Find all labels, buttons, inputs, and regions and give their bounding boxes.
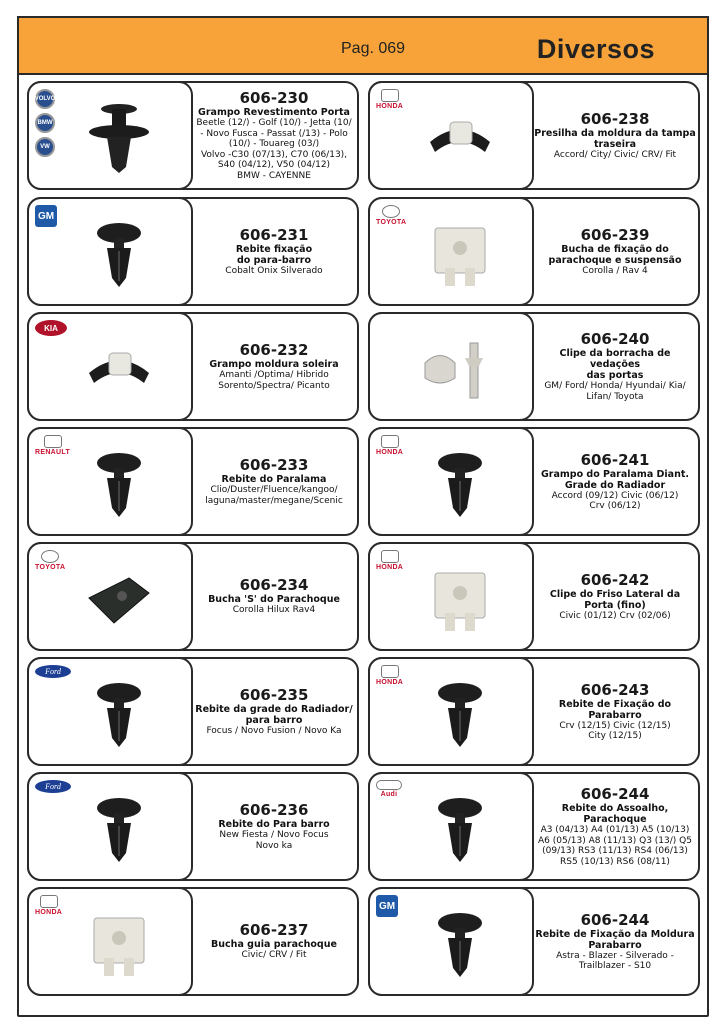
application-line: Amanti /Optima/ Hibrido — [219, 370, 329, 380]
rivet-clip-icon — [415, 788, 505, 868]
product-card — [368, 312, 700, 421]
brand-logos — [35, 89, 55, 157]
bmw-logo: BMW — [35, 113, 55, 133]
product-code: 606-233 — [239, 456, 309, 474]
product-description — [534, 699, 696, 721]
honda-logo — [376, 550, 403, 571]
vehicle-applications — [225, 266, 322, 277]
product-info — [534, 314, 696, 419]
product-description — [198, 107, 350, 118]
product-description — [211, 939, 337, 950]
description-line: Clipe do Friso Lateral da — [549, 588, 681, 600]
part-illustration — [74, 443, 164, 528]
description-line: Clipe da borracha de vedações — [559, 348, 671, 370]
ford-logo: Ford — [35, 665, 71, 678]
product-card — [27, 772, 359, 881]
product-image — [368, 81, 534, 190]
product-image — [368, 197, 534, 306]
brand-logos — [35, 895, 62, 916]
product-image — [368, 427, 534, 536]
product-description — [535, 929, 694, 951]
rivet-clip-icon — [74, 443, 164, 523]
square-clip-icon — [74, 903, 164, 983]
part-illustration — [74, 673, 164, 758]
product-code: 606-234 — [239, 576, 309, 595]
application-line: New Fiesta / Novo Focus — [219, 830, 329, 840]
product-card — [368, 427, 700, 536]
application-line: Civic/ CRV / Fit — [241, 950, 307, 961]
application-line: Focus / Novo Fusion / Novo Ka — [206, 725, 342, 736]
product-description — [534, 128, 696, 150]
page-number: Pag. 069 — [341, 40, 406, 57]
part-illustration — [415, 97, 505, 182]
pushpin-clip-icon — [74, 97, 164, 177]
brand-logos — [376, 780, 402, 798]
vehicle-applications — [559, 721, 670, 742]
toyota-logo — [376, 205, 406, 226]
product-description — [534, 803, 696, 825]
description-line: para barro — [245, 714, 303, 726]
part-illustration — [415, 558, 505, 643]
application-line: Volvo -C30 (07/13), C70 (06/13), — [200, 149, 348, 160]
volvo-logo: VOLVO — [35, 89, 55, 109]
rivet-clip-icon — [415, 903, 505, 983]
product-info — [193, 889, 355, 994]
vehicle-applications — [196, 118, 351, 181]
product-info — [193, 429, 355, 534]
description-line: Rebite do Para barro — [218, 819, 330, 830]
part-illustration — [415, 903, 505, 988]
product-image — [368, 772, 534, 881]
application-line: RS5 (10/13) RS6 (08/11) — [560, 856, 670, 867]
description-line: Rebite da grade do Radiador/ — [195, 703, 353, 715]
brand-name: Audi — [380, 791, 398, 798]
gm-logo: GM — [376, 895, 398, 917]
product-image — [27, 657, 193, 766]
product-code: 606-235 — [239, 685, 309, 704]
product-info — [534, 429, 696, 534]
part-illustration — [415, 673, 505, 758]
product-info — [534, 544, 696, 649]
product-description — [195, 704, 352, 726]
application-line: BMW - CAYENNE — [237, 170, 311, 181]
product-image — [368, 887, 534, 996]
product-card — [368, 887, 700, 996]
product-info — [534, 83, 696, 188]
product-description — [218, 819, 329, 830]
brand-emblem-icon — [382, 205, 400, 218]
brand-emblem-icon — [376, 780, 402, 790]
product-card — [368, 772, 700, 881]
brand-name: TOYOTA — [376, 219, 407, 226]
honda-logo — [35, 895, 62, 916]
brand-logos — [376, 205, 406, 226]
part-illustration — [415, 443, 505, 528]
square-clip-icon — [415, 213, 505, 293]
description-line: parachoque e suspensão — [548, 254, 682, 266]
brand-name: HONDA — [376, 564, 404, 571]
brand-logos — [376, 435, 403, 456]
product-code: 606-232 — [239, 341, 309, 359]
product-image — [27, 887, 193, 996]
product-card — [368, 81, 700, 190]
vehicle-applications — [554, 150, 676, 161]
brand-logos — [35, 320, 67, 336]
product-description — [236, 244, 312, 266]
description-line: Grampo moldura soleira — [209, 359, 339, 370]
brand-logos — [35, 435, 70, 456]
description-line: Parabarro — [588, 939, 642, 951]
product-image — [27, 312, 193, 421]
product-description — [208, 594, 340, 605]
vehicle-applications — [538, 825, 692, 867]
vehicle-applications — [544, 381, 685, 402]
application-line: Sorento/Spectra/ Picanto — [218, 380, 330, 391]
vehicle-applications — [206, 726, 341, 737]
product-info — [534, 774, 696, 879]
square-clip-icon — [415, 558, 505, 638]
molding-clip-icon — [415, 97, 505, 177]
part-illustration — [74, 97, 164, 182]
part-illustration — [74, 328, 164, 413]
brand-logos — [35, 205, 57, 227]
product-info — [193, 544, 355, 649]
brand-logos — [376, 550, 403, 571]
product-image — [368, 542, 534, 651]
vehicle-applications — [218, 370, 330, 391]
product-code: 606-239 — [580, 225, 650, 244]
application-line: Astra - Blazer - Silverado - — [556, 950, 674, 961]
description-line: Porta (fino) — [584, 599, 646, 611]
vehicle-applications — [205, 485, 343, 506]
product-info — [193, 83, 355, 188]
description-line: Presilha da moldura da tampa — [534, 127, 696, 139]
part-illustration — [415, 328, 505, 413]
application-line: Trailblazer - S10 — [578, 961, 652, 971]
application-line: Crv (12/15) Civic (12/15) — [559, 720, 671, 731]
product-code: 606-242 — [580, 570, 650, 589]
brand-logos — [35, 780, 71, 793]
application-line: Accord/ City/ Civic/ CRV/ Fit — [553, 149, 677, 160]
brand-name: HONDA — [376, 449, 404, 456]
product-card — [27, 427, 359, 536]
vehicle-applications — [556, 951, 674, 972]
product-card — [27, 81, 359, 190]
part-illustration — [415, 788, 505, 873]
product-description — [550, 589, 680, 611]
application-line: Corolla / Rav 4 — [582, 265, 648, 276]
product-code: 606-236 — [239, 801, 309, 819]
vehicle-applications — [219, 830, 328, 851]
product-info — [534, 659, 696, 764]
rivet-clip-icon — [415, 673, 505, 753]
description-line: Bucha de fixação do — [561, 243, 669, 255]
product-card — [368, 657, 700, 766]
brand-emblem-icon — [41, 550, 59, 563]
brand-logos — [376, 895, 398, 917]
description-line: Rebite de Fixação do Parabarro — [558, 698, 672, 721]
rivet-clip-icon — [74, 788, 164, 868]
brand-name: RENAULT — [35, 449, 71, 456]
product-card — [368, 542, 700, 651]
product-image — [27, 81, 193, 190]
seal-clip-icon — [415, 328, 505, 408]
part-illustration — [74, 213, 164, 298]
audi-logo — [376, 780, 402, 798]
part-illustration — [74, 788, 164, 873]
description-line: Rebite do Assoalho, Parachoque — [561, 803, 669, 825]
application-line: A3 (04/13) A4 (01/13) A5 (10/13) — [540, 825, 690, 835]
product-image — [27, 197, 193, 306]
brand-emblem-icon — [40, 895, 58, 908]
product-info — [193, 199, 355, 304]
application-line: - Novo Fusca - Passat (/13) - Polo — [200, 128, 348, 139]
brand-name: HONDA — [376, 103, 404, 110]
product-info — [534, 199, 696, 304]
honda-logo — [376, 665, 403, 686]
product-info — [193, 314, 355, 419]
part-illustration — [74, 903, 164, 988]
application-line: laguna/master/megane/Scenic — [205, 495, 343, 506]
product-code: 606-244 — [580, 910, 650, 929]
vehicle-applications — [233, 605, 315, 616]
description-line: Grampo do Paralama Diant. — [540, 468, 690, 480]
application-line: S40 (04/12), V50 (04/12) — [217, 160, 331, 170]
description-line: das portas — [586, 370, 644, 381]
product-code: 606-231 — [239, 225, 309, 244]
part-illustration — [74, 558, 164, 643]
product-image — [27, 427, 193, 536]
description-line: Bucha 'S' do Parachoque — [208, 594, 340, 606]
brand-emblem-icon — [381, 665, 399, 678]
application-line: Corolla Hilux Rav4 — [232, 605, 316, 616]
vehicle-applications — [559, 611, 670, 622]
product-code: 606-230 — [239, 89, 309, 107]
brand-logos — [376, 665, 403, 686]
product-image — [27, 542, 193, 651]
product-card — [368, 197, 700, 306]
product-code: 606-240 — [580, 330, 650, 348]
molding-clip-icon — [74, 328, 164, 408]
application-line: (10/) - Touareg (03/) — [228, 139, 320, 149]
product-card — [27, 197, 359, 306]
product-card — [27, 542, 359, 651]
ford-logo: Ford — [35, 780, 71, 793]
rivet-clip-icon — [74, 213, 164, 293]
brand-logos — [376, 89, 403, 110]
application-line: Lifan/ Toyota — [586, 391, 644, 402]
toyota-logo — [35, 550, 65, 571]
brand-emblem-icon — [44, 435, 62, 448]
application-line: Beetle (12/) - Golf (10/) - Jetta (10/ — [196, 118, 352, 128]
description-line: Rebite do Paralama — [221, 474, 327, 485]
description-line: Rebite de Fixação da Moldura — [535, 928, 695, 940]
product-description — [541, 469, 689, 491]
product-description — [222, 474, 327, 485]
description-line: traseira — [593, 138, 637, 150]
product-image — [368, 312, 534, 421]
vehicle-applications — [582, 266, 648, 277]
brand-emblem-icon — [381, 435, 399, 448]
product-image — [27, 772, 193, 881]
section-title: Diversos — [536, 34, 655, 64]
application-line: Accord (09/12) Civic (06/12) — [551, 490, 679, 501]
application-line: GM/ Ford/ Honda/ Hyundai/ Kia/ — [544, 381, 686, 391]
product-code: 606-241 — [580, 450, 650, 469]
rivet-clip-icon — [415, 443, 505, 523]
s-clip-icon — [74, 558, 164, 638]
product-card — [27, 312, 359, 421]
product-card — [27, 657, 359, 766]
product-info — [193, 659, 355, 764]
honda-logo — [376, 435, 403, 456]
product-code: 606-238 — [580, 109, 650, 128]
application-line: Clio/Duster/Fluence/kangoo/ — [210, 485, 338, 495]
product-code: 606-244 — [580, 785, 650, 803]
product-code: 606-243 — [580, 680, 650, 699]
brand-emblem-icon — [381, 89, 399, 102]
brand-emblem-icon — [381, 550, 399, 563]
page-header — [17, 16, 709, 75]
application-line: Novo ka — [255, 840, 293, 851]
renault-logo — [35, 435, 70, 456]
brand-logos — [35, 550, 65, 571]
product-card — [27, 887, 359, 996]
brand-name: HONDA — [376, 679, 404, 686]
application-line: Crv (06/12) — [589, 501, 641, 511]
application-line: Cobalt Onix Silverado — [225, 265, 323, 276]
description-line: do para-barro — [236, 254, 311, 266]
brand-logos — [35, 665, 71, 678]
product-description — [549, 244, 682, 266]
application-line: City (12/15) — [588, 731, 642, 741]
product-info — [193, 774, 355, 879]
product-info — [534, 889, 696, 994]
product-description — [534, 348, 696, 381]
vw-logo: VW — [35, 137, 55, 157]
description-line: Grampo Revestimento Porta — [198, 107, 350, 118]
rivet-clip-icon — [74, 673, 164, 753]
vehicle-applications — [552, 491, 679, 512]
product-code: 606-237 — [239, 921, 309, 940]
gm-logo: GM — [35, 205, 57, 227]
application-line: A6 (05/13) A8 (11/13) Q3 (13/) Q5 — [538, 835, 692, 846]
application-line: (09/13) RS3 (11/13) RS4 (06/13) — [542, 846, 688, 856]
brand-name: TOYOTA — [35, 564, 66, 571]
description-line: Bucha guia parachoque — [211, 939, 337, 951]
brand-name: HONDA — [35, 909, 63, 916]
application-line: Civic (01/12) Crv (02/06) — [559, 610, 671, 621]
honda-logo — [376, 89, 403, 110]
product-image — [368, 657, 534, 766]
kia-logo: KIA — [35, 320, 67, 336]
vehicle-applications — [242, 950, 307, 961]
product-description — [209, 359, 338, 370]
part-illustration — [415, 213, 505, 298]
description-line: Rebite fixação — [235, 243, 313, 255]
description-line: Grade do Radiador — [564, 479, 666, 491]
